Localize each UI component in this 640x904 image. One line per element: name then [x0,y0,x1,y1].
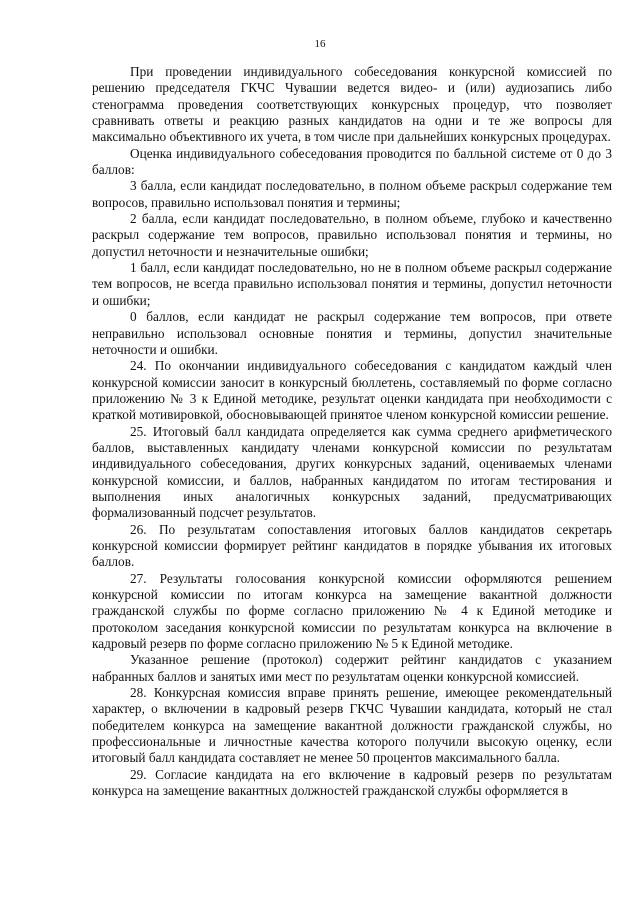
paragraph-item-29: 29. Согласие кандидата на его включение в кадровый резерв по результатам конкурса на замещение вакантных должностей гражданской службы оформляется в [92,766,612,799]
paragraph-score-1: 1 балл, если кандидат последовательно, но не в полном объеме раскрыл содержание тем вопросов, не всегда правильно использовал понятия и термины, допустил неточности и ошибки; [92,260,612,308]
page-number: 16 [314,38,326,50]
paragraph-item-27: 27. Результаты голосования конкурсной комиссии оформляются решением конкурсной комиссии по итогам конкурса на замещение вакантной должности гражданской службы по форме согласно приложению № 4 к Единой методике и протоколом заседания конкурсной комиссии по результатам конкурса на включение в кадровый резерв по форме согласно приложению № 5 к Единой методике. [92,570,612,652]
paragraph-item-26: 26. По результатам сопоставления итоговых баллов кандидатов секретарь конкурсной комиссии формирует рейтинг кандидатов в порядке убывания их итоговых баллов. [92,521,612,570]
paragraph-scoring-scale: Оценка индивидуального собеседования проводится по балльной системе от 0 до 3 баллов: [92,145,612,178]
paragraph-intro-recording: При проведении индивидуального собеседования конкурсной комиссией по решению председателя ГКЧС Чувашии ведется видео- и (или) аудиозапись либо стенограмма проведения соответствующих конкурсных процедур, что позволяет сравнивать ответы и реакцию разных кандидатов на одни и те же вопросы для максимально объективного их учета, в том числе при дальнейших конкурсных процедурах. [92,64,612,145]
paragraph-score-3: 3 балла, если кандидат последовательно, в полном объеме раскрыл содержание тем вопросов, правильно использовал понятия и термины; [92,178,612,210]
paragraph-score-2: 2 балла, если кандидат последовательно, в полном объеме, глубоко и качественно раскрыл содержание тем вопросов, правильно использовал понятия и термины, но допустил неточности и незначительные ошибки; [92,211,612,259]
paragraph-decision-protocol: Указанное решение (протокол) содержит рейтинг кандидатов с указанием набранных баллов и занятых ими мест по результатам оценки конкурсной комиссией. [92,652,612,684]
paragraph-item-24: 24. По окончании индивидуального собеседования с кандидатом каждый член конкурсной комиссии заносит в конкурсный бюллетень, составляемый по форме согласно приложению № 3 к Единой методике, результат оценки кандидата при необходимости с краткой мотивировкой, обосновывающей принятое членом конкурсной комиссии решение. [92,358,612,423]
paragraph-item-28: 28. Конкурсная комиссия вправе принять решение, имеющее рекомендательный характер, о включении в кадровый резерв ГКЧС Чувашии кандидата, который не стал победителем конкурса на замещение вакантной должности гражданской службы, но профессиональные и личностные качества которого получили высокую оценку, если итоговый балл кандидата составляет не менее 50 процентов максимального балла. [92,685,612,766]
paragraph-score-0: 0 баллов, если кандидат не раскрыл содержание тем вопросов, при ответе неправильно использовал основные понятия и термины, допустил значительные неточности и ошибки. [92,309,612,357]
document-body [92,64,612,799]
paragraph-item-25: 25. Итоговый балл кандидата определяется как сумма среднего арифметического баллов, выставленных кандидату членами конкурсной комиссии по результатам индивидуального собеседования, других конкурсных заданий, оцениваемых членами конкурсной комиссии, и баллов, набранных кандидатом по итогам тестирования и выполнения иных аналогичных конкурсных заданий, предусматривающих формализованный подсчет результатов. [92,423,612,521]
